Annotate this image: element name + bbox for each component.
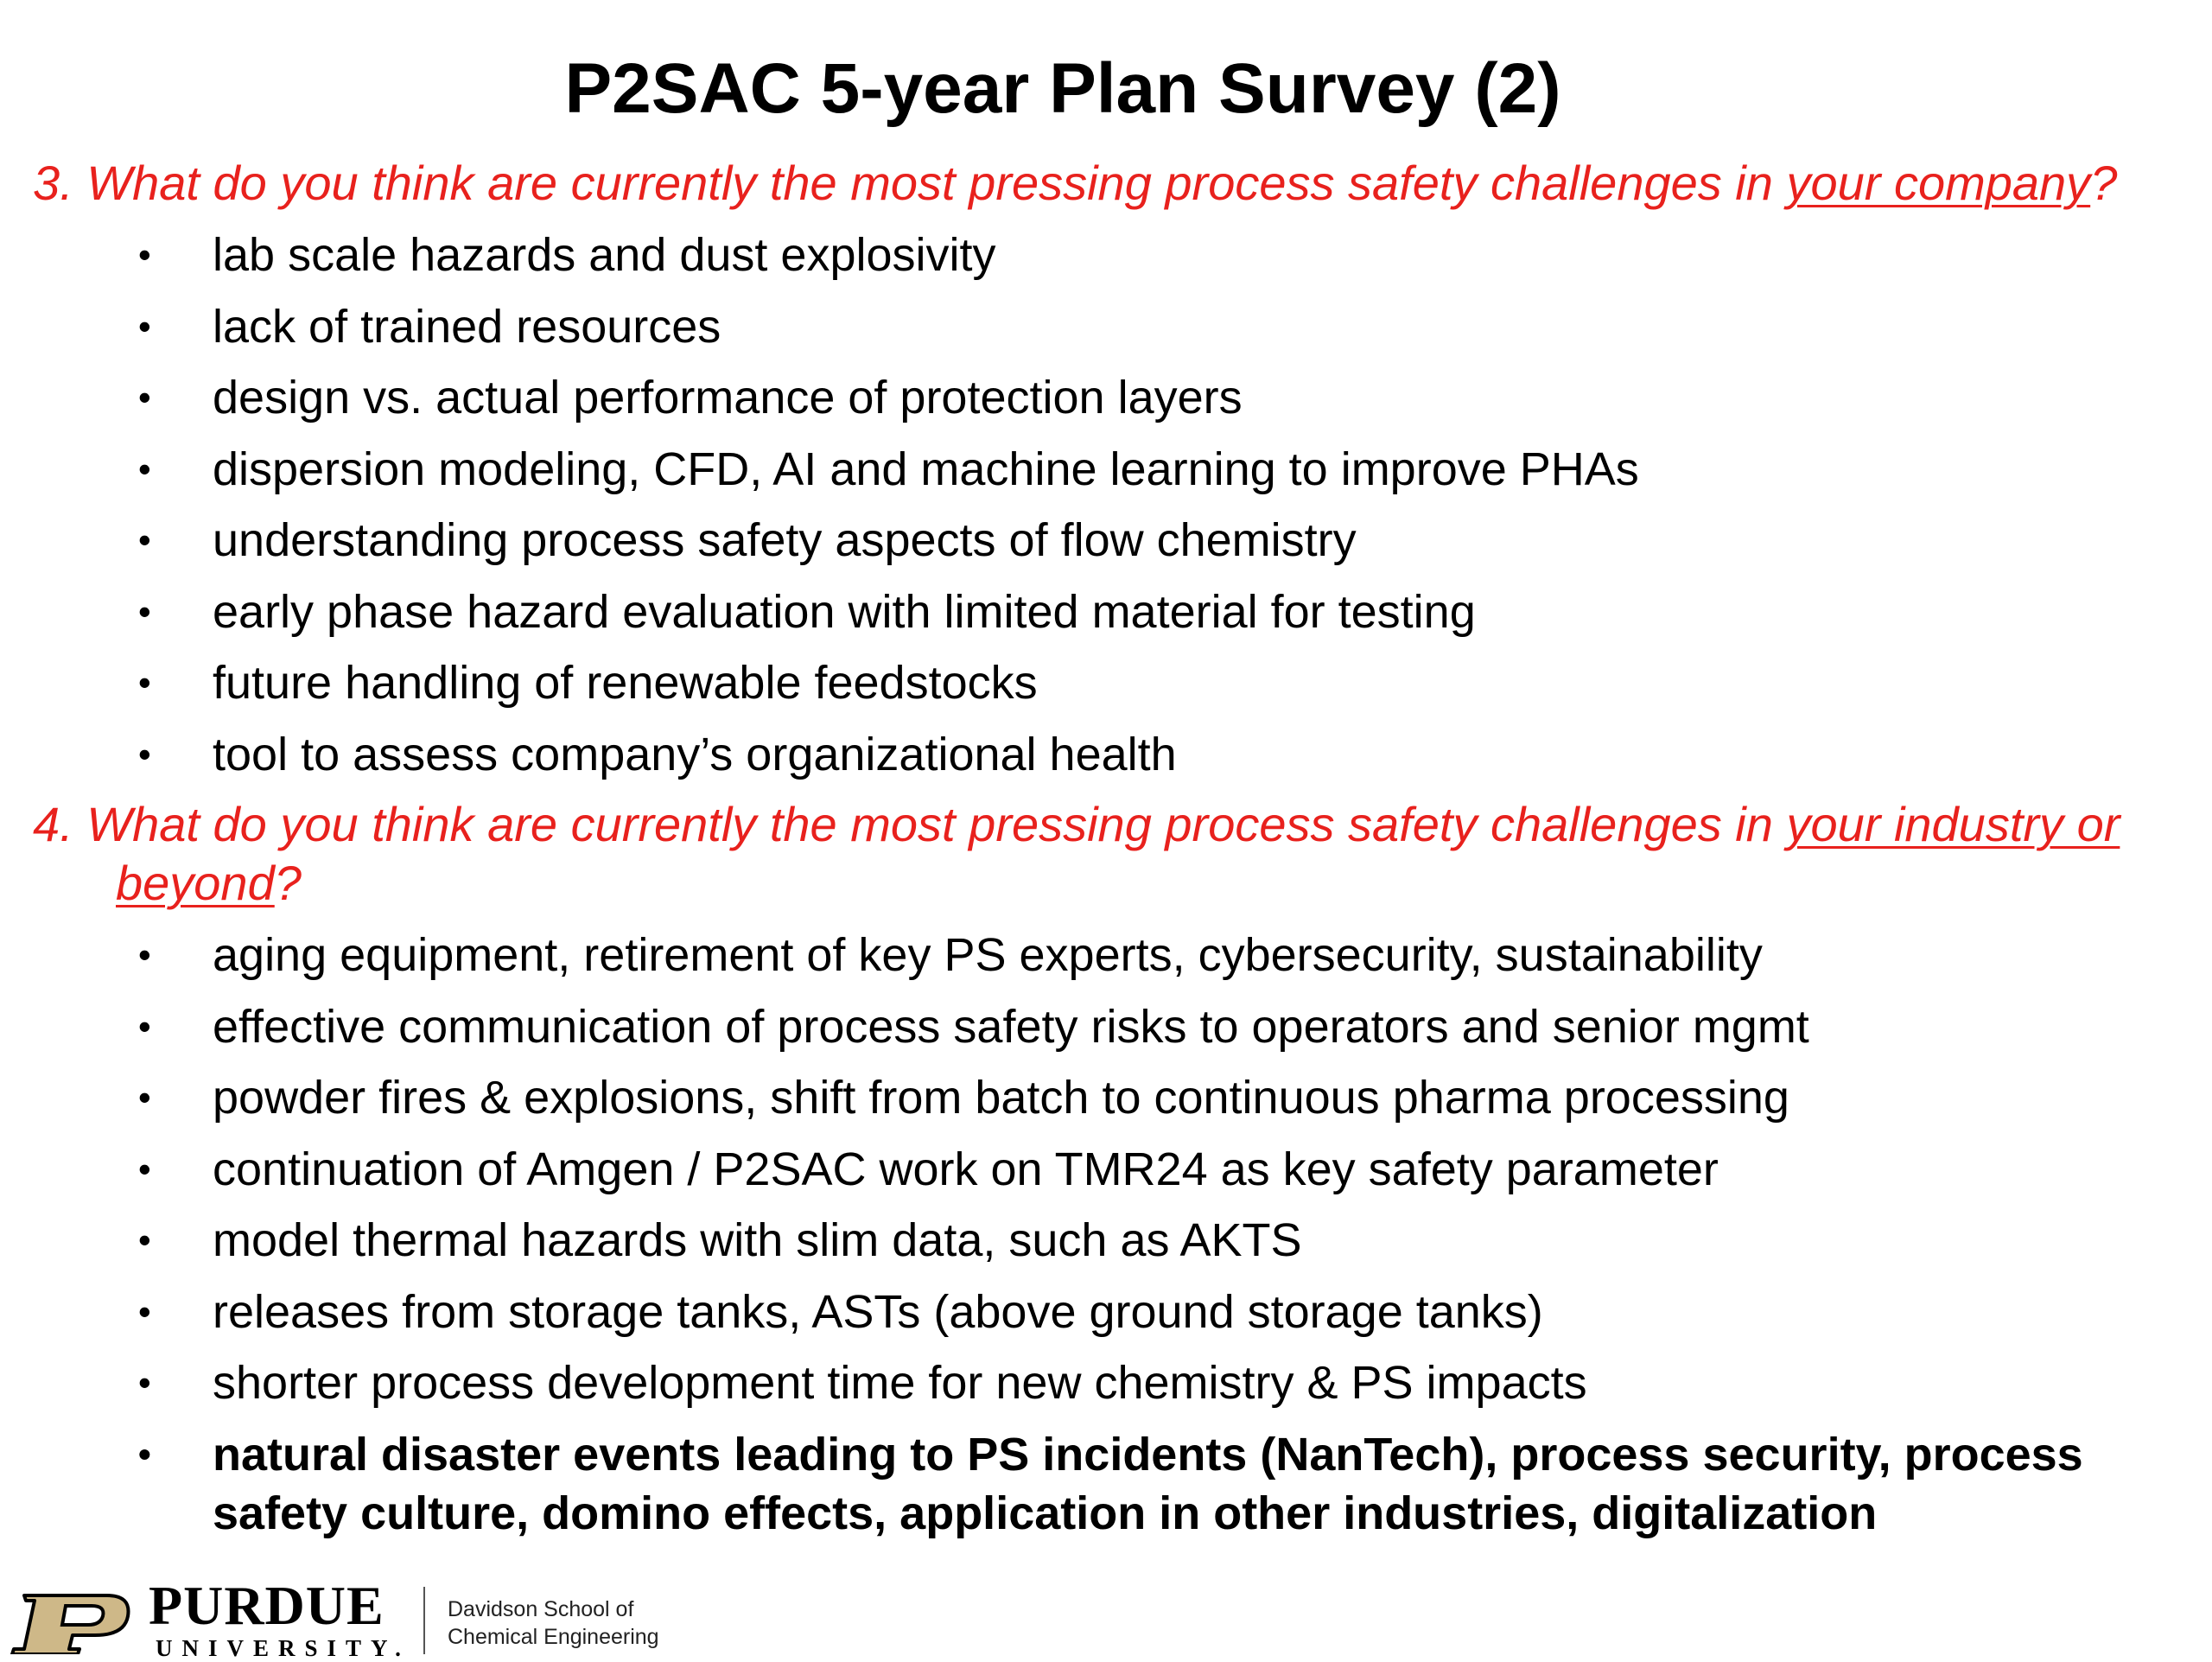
- list-item-bold: [138, 1425, 2195, 1543]
- list-item: [138, 1347, 2195, 1419]
- list-item-text: shorter process development time for new chemistry & PS impacts: [213, 1357, 1587, 1409]
- list-item: [138, 647, 2195, 719]
- list-item-text: understanding process safety aspects of flow chemistry: [213, 514, 1357, 566]
- bullet-icon: •: [138, 1005, 151, 1047]
- list-item-text: continuation of Amgen / P2SAC work on TMR24 as key safety parameter: [213, 1143, 1719, 1195]
- question-3-emphasis: your company: [1786, 156, 2091, 210]
- footer: [0, 1571, 691, 1661]
- list-item-text: powder fires & explosions, shift from batch to continuous pharma processing: [213, 1072, 1789, 1124]
- list-item-text: aging equipment, retirement of key PS experts, cybersecurity, sustainability: [213, 929, 1763, 981]
- bullet-icon: •: [138, 234, 151, 275]
- list-item: [138, 719, 2195, 791]
- question-4: [33, 795, 2212, 913]
- bullet-icon: •: [138, 1219, 151, 1260]
- school-line-2: Chemical Engineering: [448, 1625, 659, 1649]
- list-item: [138, 505, 2195, 576]
- school-line-1: Davidson School of: [448, 1597, 634, 1621]
- list-item-text: dispersion modeling, CFD, AI and machine learning to improve PHAs: [213, 443, 1639, 495]
- bullet-icon: •: [138, 1077, 151, 1118]
- bullet-icon: •: [138, 305, 151, 347]
- bullet-icon: •: [138, 448, 151, 489]
- university-wordmark: PURDUE: [149, 1575, 385, 1636]
- bullet-icon: •: [138, 1362, 151, 1403]
- list-item: [138, 991, 2195, 1063]
- bullet-icon: •: [138, 590, 151, 632]
- list-item-text: tool to assess company’s organizational health: [213, 728, 1177, 780]
- list-item: [138, 1134, 2195, 1206]
- school-name: [448, 1595, 659, 1651]
- question-3-text: 3. What do you think are currently the most pressing process safety challenges in: [33, 156, 1787, 210]
- list-item-text: natural disaster events leading to PS incidents (NanTech), process security, process safety culture, domino effects, application in other industries, digitalization: [213, 1428, 2083, 1539]
- question-3-end: ?: [2090, 156, 2118, 210]
- bullet-icon: •: [138, 934, 151, 975]
- list-item-text: lack of trained resources: [213, 300, 721, 353]
- list-item-text: effective communication of process safety risks to operators and senior mgmt: [213, 1000, 1809, 1053]
- bullet-icon: •: [138, 1290, 151, 1332]
- bullet-icon: •: [138, 1148, 151, 1189]
- bullet-icon: •: [138, 733, 151, 774]
- list-item-text: lab scale hazards and dust explosivity: [213, 229, 996, 281]
- list-item: [138, 362, 2195, 434]
- question-4-text: 4. What do you think are currently the most pressing process safety challenges in: [33, 797, 1787, 851]
- university-wordmark-sub: UNIVERSITY.: [156, 1635, 410, 1661]
- answers-4-list: [138, 920, 2195, 1543]
- list-item: [138, 1062, 2195, 1134]
- list-item-text: model thermal hazards with slim data, such as AKTS: [213, 1214, 1302, 1266]
- purdue-p-logo-icon: [5, 1590, 135, 1654]
- bullet-icon: •: [138, 1433, 151, 1474]
- list-item-text: early phase hazard evaluation with limited material for testing: [213, 585, 1476, 638]
- list-item: [138, 1277, 2195, 1348]
- question-4-emphasis: your industry or beyond: [116, 797, 2120, 910]
- list-item: [138, 576, 2195, 648]
- bullet-icon: •: [138, 377, 151, 417]
- list-item-text: releases from storage tanks, ASTs (above ground storage tanks): [213, 1285, 1543, 1338]
- answers-3-list: [138, 220, 2195, 790]
- list-item: [138, 920, 2195, 991]
- footer-divider: [423, 1587, 425, 1654]
- question-4-end: ?: [274, 856, 302, 910]
- list-item: [138, 434, 2195, 506]
- list-item: [138, 291, 2195, 363]
- bullet-icon: •: [138, 519, 151, 560]
- question-3: [33, 154, 2176, 213]
- list-item-text: future handling of renewable feedstocks: [213, 657, 1038, 709]
- bullet-icon: •: [138, 662, 151, 703]
- list-item: [138, 220, 2195, 291]
- list-item-text: design vs. actual performance of protection layers: [213, 372, 1243, 423]
- slide-title: P2SAC 5-year Plan Survey (2): [564, 49, 1561, 128]
- list-item: [138, 1205, 2195, 1277]
